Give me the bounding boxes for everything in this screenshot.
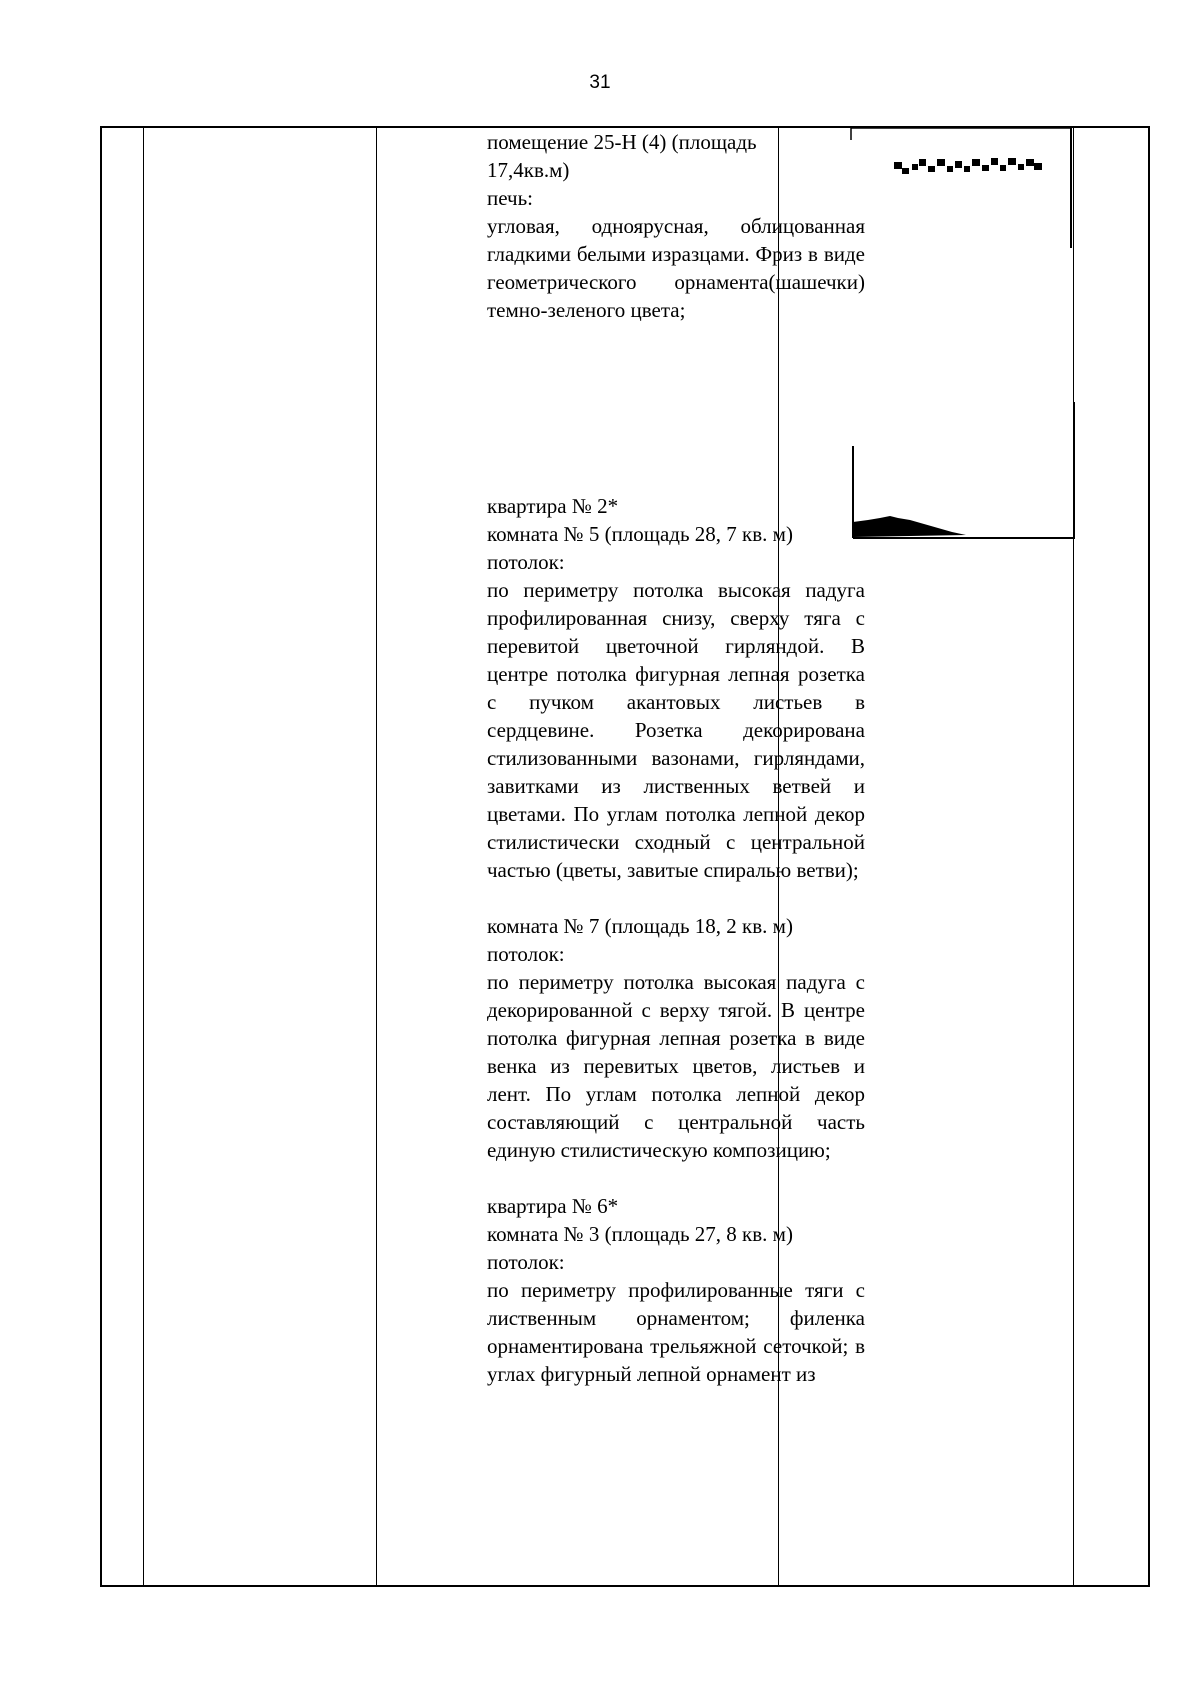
- checkered-frieze: [894, 158, 1042, 174]
- spacer: [487, 1164, 865, 1192]
- element-label: потолок:: [487, 550, 565, 574]
- element-description: угловая, одноярусная, облицованная гладкими белыми изразцами. Фриз в виде геометрического орнамента(шашечки) темно-зеленого цвета;: [487, 214, 865, 322]
- stove-base-shape: [853, 516, 966, 537]
- description-column: [487, 128, 865, 1388]
- room-title-line: помещение 25-Н (4) (площадь: [487, 130, 757, 154]
- element-label: потолок:: [487, 1250, 565, 1274]
- room-title: [487, 128, 865, 184]
- table-column-divider: [143, 128, 144, 1585]
- room-title-line: 17,4кв.м): [487, 158, 570, 182]
- room-title: комната № 5 (площадь 28, 7 кв. м): [487, 522, 793, 546]
- apartment-title: квартира № 6*: [487, 1194, 619, 1218]
- stove-diagram: [848, 126, 1078, 546]
- element-description: по периметру потолка высокая падуга профилированная снизу, сверху тяга с перевитой цветочной гирляндой. В центре потолка фигурная лепная розетка с пучком акантовых листьев в сердцевине. Розетка декорирована стилизованными вазонами, гирляндами, завитками из лиственных ветвей и цветами. По углам потолка лепной декор стилистически сходный с центральной частью (цветы, завитые спиралью ветви);: [487, 578, 865, 882]
- room-title: комната № 3 (площадь 27, 8 кв. м): [487, 1222, 793, 1246]
- room-title: комната № 7 (площадь 18, 2 кв. м): [487, 914, 793, 938]
- element-label: потолок:: [487, 942, 565, 966]
- spacer: [487, 884, 865, 912]
- apartment-title: квартира № 2*: [487, 494, 619, 518]
- table-column-divider: [376, 128, 377, 1585]
- spacer: [487, 324, 865, 492]
- element-description: по периметру профилированные тяги с лиственным орнаментом; филенка орнаментирована трельяжной сеточкой; в углах фигурный лепной орнамент из: [487, 1278, 865, 1386]
- page-number: 31: [589, 72, 611, 93]
- element-description: по периметру потолка высокая падуга с декорированной с верху тягой. В центре потолка фигурная лепная розетка в виде венка из перевитых цветов, листьев и лент. По углам потолка лепной декор составляющий с центральной часть единую стилистическую композицию;: [487, 970, 865, 1162]
- element-label: печь:: [487, 186, 534, 210]
